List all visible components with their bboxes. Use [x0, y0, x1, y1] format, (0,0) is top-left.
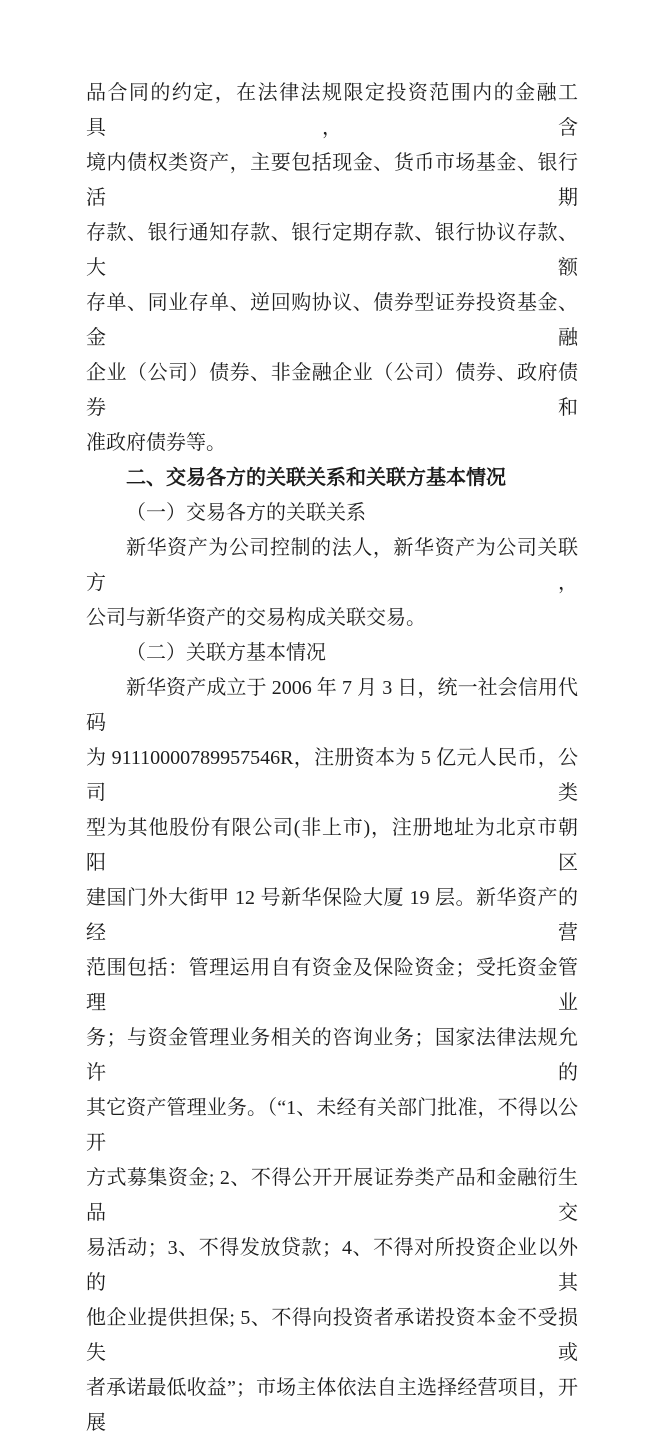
text-line: 境内债权类资产，主要包括现金、货币市场基金、银行活期	[86, 152, 578, 209]
text-line: 为 91110000789957546R，注册资本为 5 亿元人民币，公司类	[86, 747, 578, 804]
text-line: 新华资产成立于 2006 年 7 月 3 日，统一社会信用代码	[86, 677, 578, 734]
text-line: 范围包括：管理运用自有资金及保险资金；受托资金管理业	[86, 957, 578, 1014]
text-line: 务；与资金管理业务相关的咨询业务；国家法律法规允许的	[86, 1027, 578, 1084]
text-line: 建国门外大街甲 12 号新华保险大厦 19 层。新华资产的经营	[86, 887, 578, 944]
subsection-heading: （二）关联方基本情况	[126, 642, 326, 664]
subsection-heading: （一）交易各方的关联关系	[126, 502, 366, 524]
text-line: 者承诺最低收益”；市场主体依法自主选择经营项目，开展	[86, 1377, 578, 1434]
text-line: 易活动；3、不得发放贷款；4、不得对所投资企业以外的其	[86, 1237, 578, 1294]
text-line: 品合同的约定，在法律法规限定投资范围内的金融工具，含	[86, 82, 578, 139]
text-line: 他企业提供担保; 5、不得向投资者承诺投资本金不受损失或	[86, 1307, 578, 1364]
text-line: 公司与新华资产的交易构成关联交易。	[86, 607, 426, 629]
text-line: 准政府债券等。	[86, 432, 226, 454]
text-line: 存单、同业存单、逆回购协议、债券型证券投资基金、金融	[86, 292, 578, 349]
section-heading: 二、交易各方的关联关系和关联方基本情况	[126, 467, 506, 489]
text-line: 企业（公司）债券、非金融企业（公司）债券、政府债券和	[86, 362, 578, 419]
text-line: 新华资产为公司控制的法人，新华资产为公司关联方，	[86, 537, 578, 594]
text-line: 方式募集资金; 2、不得公开开展证券类产品和金融衍生品交	[86, 1167, 578, 1224]
text-line: 存款、银行通知存款、银行定期存款、银行协议存款、大额	[86, 222, 578, 279]
text-line: 其它资产管理业务。（“1、未经有关部门批准，不得以公开	[86, 1097, 578, 1154]
document-text	[86, 76, 578, 1441]
text-line: 型为其他股份有限公司(非上市)，注册地址为北京市朝阳区	[86, 817, 578, 874]
